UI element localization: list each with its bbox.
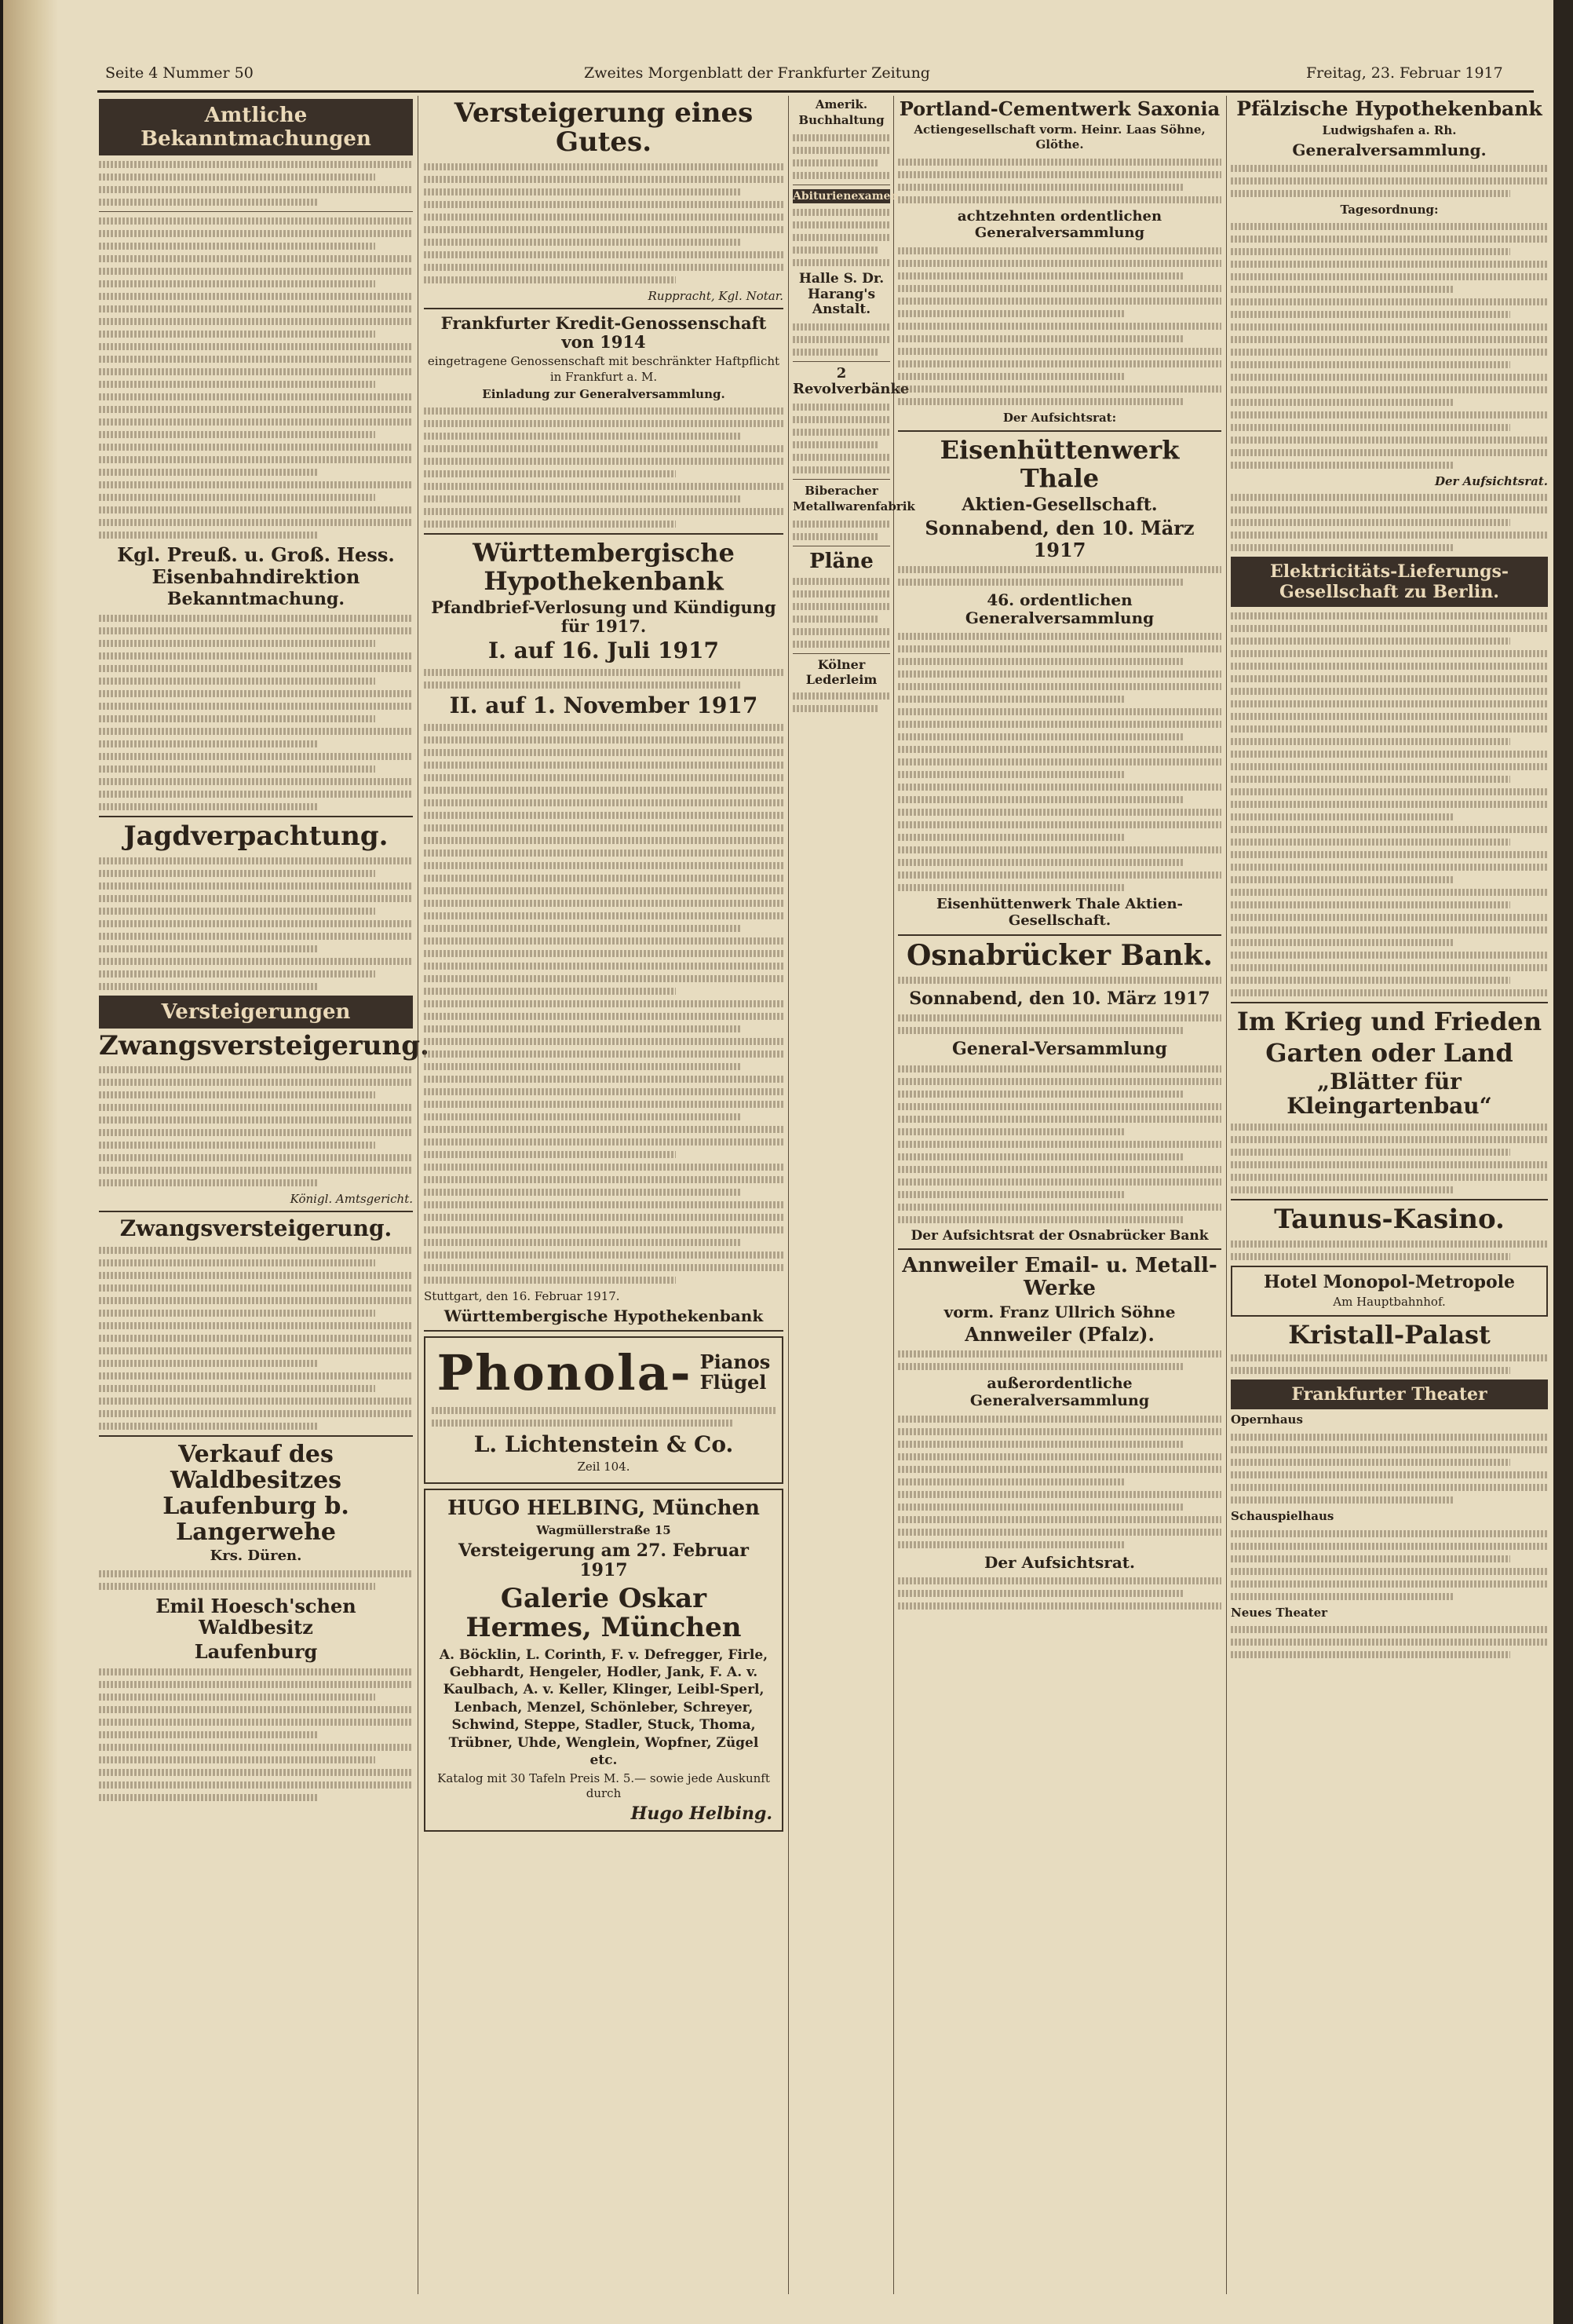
taunus-title: Taunus-Kasino. <box>1274 1204 1505 1236</box>
phonola-ad <box>424 1336 783 1485</box>
pfalz-sig: Der Aufsichtsrat. <box>1434 474 1548 489</box>
section-amtliche: Amtliche Bekanntmachungen <box>99 99 413 155</box>
wuertt-title: Württembergische Hypothekenbank <box>473 538 735 596</box>
timetable-block <box>99 217 413 539</box>
wuertt-footer: Württembergische Hypothekenbank <box>443 1306 764 1325</box>
zwang1-title: Zwangsversteigerung. <box>99 1029 429 1062</box>
pfalz-gv: Generalversammlung. <box>1292 140 1487 159</box>
garten-line: Garten oder Land <box>1265 1037 1513 1068</box>
ad-biberach: Biberacher Metallwarenfabrik <box>793 484 915 513</box>
issue-date: Freitag, 23. Februar 1917 <box>1306 64 1503 82</box>
monopol-ad <box>1231 1266 1548 1317</box>
page-label: Seite 4 Nummer 50 <box>105 64 254 82</box>
running-header <box>97 64 1534 88</box>
wald-kreis: Krs. Düren. <box>210 1548 302 1565</box>
annweiler-sub: vorm. Franz Ullrich Söhne <box>943 1302 1176 1321</box>
kredit-title: Frankfurter Kredit-Genossenschaft von 1914 <box>440 312 767 352</box>
column-4 <box>898 96 1221 2294</box>
annweiler-place: Annweiler (Pfalz). <box>965 1322 1155 1346</box>
term-1: I. auf 16. Juli 1917 <box>488 638 719 664</box>
header-rule <box>97 90 1534 93</box>
hermes-title: Galerie Oskar Hermes, München <box>465 1582 742 1644</box>
annweiler-sig: Der Aufsichtsrat. <box>984 1552 1135 1572</box>
monopol-sub: Am Hauptbahnhof. <box>1333 1295 1446 1309</box>
cement-sub: Actiengesellschaft vorm. Heinr. Laas Söhne, Glöthe. <box>914 122 1206 152</box>
ad-revolver: 2 Revolverbänke <box>793 364 910 398</box>
krieg-line: Im Krieg und Frieden <box>1236 1007 1542 1037</box>
osna-date: Sonnabend, den 10. März 1917 <box>909 988 1210 1010</box>
column-1 <box>99 96 429 2294</box>
kredit-invite: Einladung zur Generalversammlung. <box>482 386 725 401</box>
elektr-title: Elektricitäts-Lieferungs-Gesellschaft zu Berlin. <box>1231 557 1548 607</box>
wald-forst: Emil Hoesch'schen Waldbesitz <box>155 1594 356 1639</box>
phonola-fluegel: Flügel <box>699 1371 767 1394</box>
wald-title: Verkauf des Waldbesitzes Laufenburg b. Langerwehe <box>162 1441 349 1547</box>
page-edge <box>1553 0 1573 2324</box>
column-3 <box>793 96 915 2294</box>
auction-title: Versteigerung eines Gutes. <box>454 97 754 159</box>
term-2: II. auf 1. November 1917 <box>449 692 758 718</box>
ad-halle: Halle S. Dr. Harang's Anstalt. <box>798 271 885 318</box>
jagd-title: Jagdverpachtung. <box>123 820 389 853</box>
zeil: Zeil 104. <box>577 1459 630 1474</box>
cement-gv: achtzehnten ordentlichen Generalversammlung <box>957 208 1162 241</box>
cement-title: Portland-Cementwerk Saxonia <box>899 97 1221 120</box>
column-rule <box>1226 96 1227 2294</box>
thale-title: Eisenhüttenwerk Thale <box>940 435 1180 493</box>
phonola-word: Phonola- <box>436 1343 692 1401</box>
helbing-title: HUGO HELBING, München <box>447 1496 760 1521</box>
kredit-sub: eingetragene Genossenschaft mit beschränkter Haftpflicht in Frankfurt a. M. <box>427 354 780 384</box>
helbing-date: Versteigerung am 27. Februar 1917 <box>458 1540 749 1581</box>
paper-title: Zweites Morgenblatt der Frankfurter Zeitung <box>584 64 930 82</box>
thale-date: Sonnabend, den 10. März 1917 <box>925 517 1195 561</box>
ad-plaene: Pläne <box>809 549 874 573</box>
thale-footer: Eisenhüttenwerk Thale Aktien-Gesellschaft. <box>936 896 1184 929</box>
helbing-sig: Hugo Helbing. <box>630 1803 772 1825</box>
column-rule <box>788 96 789 2294</box>
elektr-numbers <box>1231 663 1548 745</box>
thale-sub: Aktien-Gesellschaft. <box>962 494 1158 515</box>
pfalz-agenda: Tagesordnung: <box>1340 202 1439 217</box>
wald-place: Laufenburg <box>194 1639 318 1663</box>
phonola-pianos: Pianos <box>699 1350 771 1373</box>
ad-abitur: Abiturienexamen <box>793 189 899 203</box>
column-rule <box>893 96 894 2294</box>
binding-shadow <box>3 0 58 2324</box>
auction-notary: Ruppracht, Kgl. Notar. <box>648 288 783 303</box>
osna-gv: General-Versammlung <box>951 1039 1168 1060</box>
fahrplan-title: Kgl. Preuß. u. Groß. Hess. Eisenbahndirektion <box>117 543 395 588</box>
amtsgericht-sig: Königl. Amtsgericht. <box>290 1192 413 1207</box>
column-5 <box>1231 96 1548 2294</box>
osna-title: Osnabrücker Bank. <box>906 938 1214 972</box>
pfalz-place: Ludwigshafen a. Rh. <box>1322 122 1457 137</box>
katalog-line: Katalog mit 30 Tafeln Preis M. 5.— sowie jede Auskunft durch <box>437 1770 770 1801</box>
ad-buchhaltung: Amerik. Buchhaltung <box>798 97 885 127</box>
helbing-ad <box>424 1489 783 1832</box>
ad-leder: Kölner Lederleim <box>805 657 878 687</box>
helbing-addr: Wagmüllerstraße 15 <box>536 1523 671 1538</box>
hermes-artists: A. Böcklin, L. Corinth, F. v. Defregger, Firle, Gebhardt, Hengeler, Hodler, Jank, F. A. v. Kaulbach, A. v. Keller, Klinger, Leibl-Sperl, Lenbach, Menzel, Schönleber, Schreyer, Schwind, Steppe, Stadler, Stuck, Thoma, Trübner, Uhde, Wenglein, Wopfner, Zügel etc. <box>439 1646 768 1769</box>
zwang2-title: Zwangsversteigerung. <box>119 1215 392 1242</box>
wuertt-date: Stuttgart, den 16. Februar 1917. <box>424 1288 620 1303</box>
kristall-title: Kristall-Palast <box>1288 1319 1491 1350</box>
thale-gv: 46. ordentlichen Generalversammlung <box>965 590 1155 628</box>
series-table <box>424 724 783 1032</box>
column-2 <box>424 96 783 2294</box>
schauspielhaus: Schauspielhaus <box>1231 1508 1334 1523</box>
section-versteigerungen: Versteigerungen <box>99 996 413 1029</box>
monopol-title: Hotel Monopol-Metropole <box>1263 1271 1516 1292</box>
pfandbrief-title: Pfandbrief-Verlosung und Kündigung für 1917. <box>431 597 776 636</box>
annweiler-gv: außerordentliche Generalversammlung <box>969 1375 1150 1409</box>
opernhaus: Opernhaus <box>1231 1412 1303 1427</box>
pfalz-title: Pfälzische Hypothekenbank <box>1236 97 1542 120</box>
blaetter-line: „Blätter für Kleingartenbau“ <box>1287 1068 1492 1119</box>
osna-sig: Der Aufsichtsrat der Osnabrücker Bank <box>911 1227 1209 1244</box>
lichtenstein: L. Lichtenstein & Co. <box>473 1431 734 1457</box>
annweiler-title: Annweiler Email- u. Metall-Werke <box>902 1254 1217 1300</box>
cement-sig: Der Aufsichtsrat: <box>1002 410 1117 425</box>
bekanntmachung-title: Bekanntmachung. <box>166 589 345 610</box>
neues-theater: Neues Theater <box>1231 1605 1328 1620</box>
newspaper-page <box>3 0 1565 2324</box>
theater-title: Frankfurter Theater <box>1231 1379 1548 1409</box>
